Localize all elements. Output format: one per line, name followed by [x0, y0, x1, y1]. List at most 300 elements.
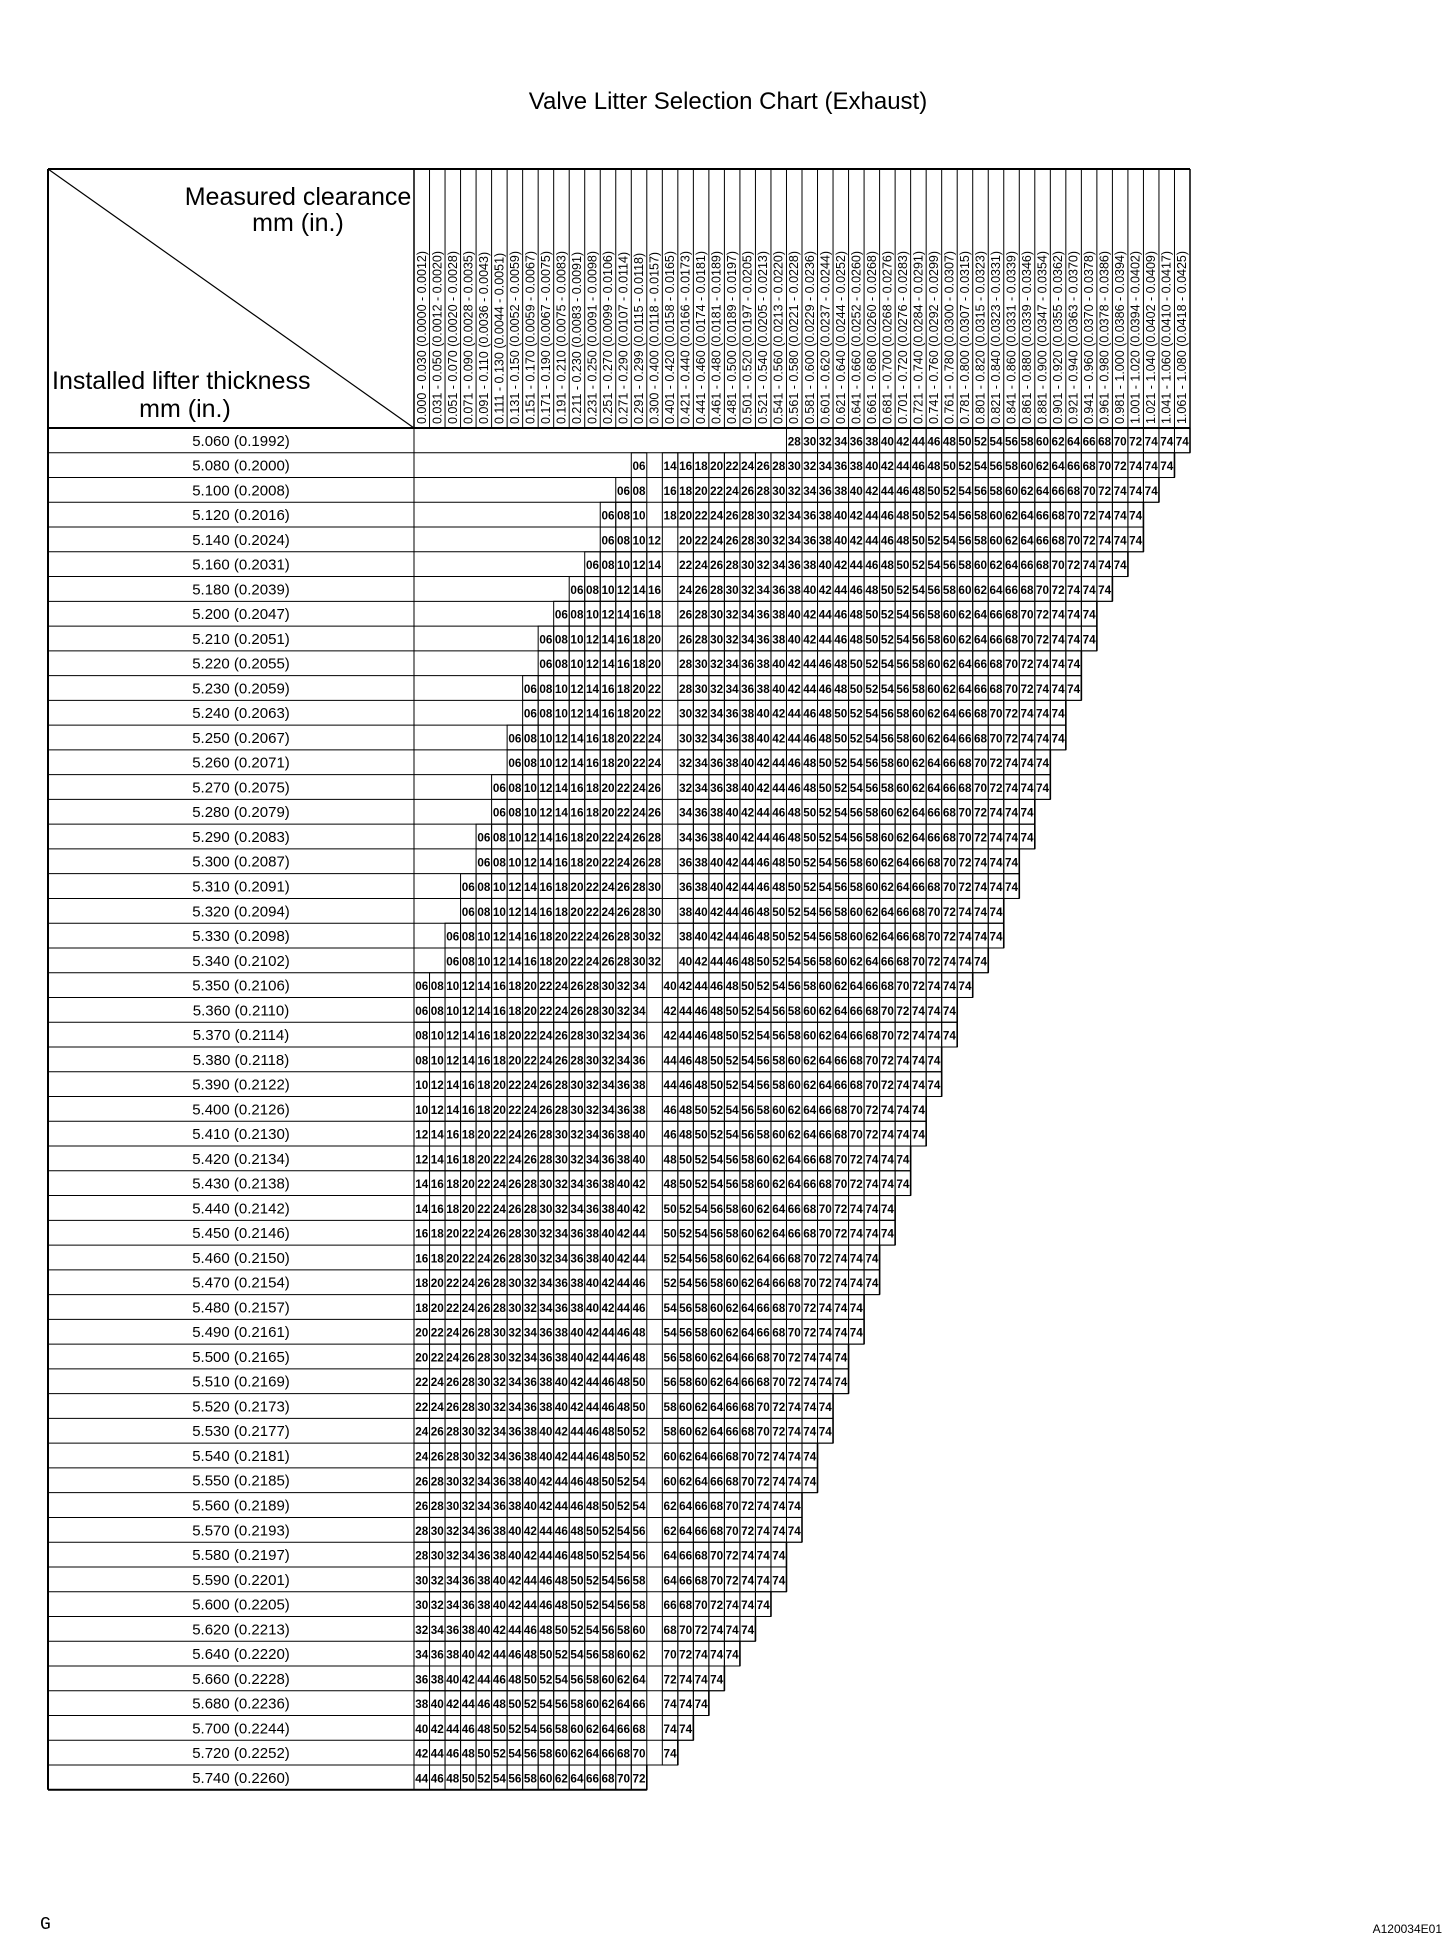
value-label: 28 — [446, 1426, 460, 1439]
value-label: 18 — [663, 510, 678, 523]
value-label: 44 — [446, 1723, 460, 1736]
value-label: 16 — [492, 1005, 506, 1018]
value-label: 10 — [492, 906, 506, 919]
value-label: 68 — [1005, 609, 1019, 622]
value-label: 42 — [570, 1377, 584, 1390]
value-label: 24 — [725, 485, 740, 498]
value-label: 46 — [756, 882, 770, 895]
value-label: 14 — [601, 634, 616, 647]
value-label: 28 — [632, 906, 647, 919]
value-label: 60 — [601, 1674, 615, 1687]
value-label: 12 — [632, 560, 646, 573]
value-label: 60 — [756, 1179, 770, 1192]
value-label: 42 — [554, 1451, 568, 1464]
value-label: 56 — [585, 1649, 599, 1662]
value-label: 40 — [632, 1129, 646, 1142]
value-label: 56 — [896, 659, 910, 672]
value-label: 50 — [741, 981, 755, 994]
value-label: 36 — [710, 758, 724, 771]
value-label: 68 — [989, 659, 1004, 672]
value-label: 70 — [1082, 485, 1096, 498]
value-label: 46 — [461, 1723, 475, 1736]
value-label: 24 — [632, 782, 647, 795]
column-header: 0.581 - 0.600 (0.0229 - 0.0236) — [802, 250, 817, 424]
value-label: 44 — [880, 485, 895, 498]
value-label: 38 — [772, 609, 786, 622]
value-label: 18 — [446, 1203, 460, 1216]
value-label: 74 — [741, 1600, 755, 1613]
value-label: 66 — [772, 1278, 786, 1291]
value-label: 38 — [787, 584, 802, 597]
row-label: 5.200 (0.2047) — [192, 606, 290, 624]
value-label: 70 — [756, 1401, 770, 1414]
value-label: 56 — [679, 1302, 693, 1315]
value-label: 42 — [430, 1723, 444, 1736]
value-label: 26 — [461, 1352, 475, 1365]
value-label: 08 — [430, 981, 445, 994]
value-label: 20 — [617, 733, 631, 746]
value-label: 68 — [601, 1773, 616, 1786]
value-label: 74 — [927, 981, 942, 994]
value-label: 40 — [741, 758, 755, 771]
value-label: 36 — [803, 510, 817, 523]
value-label: 38 — [741, 733, 755, 746]
value-label: 26 — [725, 510, 739, 523]
value-label: 58 — [772, 1055, 786, 1068]
value-label: 74 — [1129, 535, 1143, 548]
value-label: 70 — [1098, 461, 1112, 474]
value-label: 36 — [741, 683, 755, 696]
value-label: 62 — [803, 1080, 817, 1093]
row-label: 5.460 (0.2150) — [192, 1249, 290, 1267]
value-label: 26 — [523, 1129, 537, 1142]
value-label: 34 — [756, 584, 771, 597]
value-label: 58 — [989, 485, 1004, 498]
value-label: 12 — [446, 1030, 460, 1043]
value-label: 58 — [725, 1228, 740, 1241]
value-label: 70 — [725, 1501, 739, 1514]
value-label: 64 — [896, 857, 910, 870]
value-label: 44 — [539, 1550, 554, 1563]
value-label: 64 — [570, 1773, 585, 1786]
value-label: 42 — [803, 634, 817, 647]
value-label: 66 — [663, 1600, 677, 1613]
value-label: 54 — [523, 1723, 538, 1736]
value-label: 14 — [461, 1055, 476, 1068]
value-label: 36 — [585, 1179, 599, 1192]
value-label: 38 — [694, 882, 709, 895]
value-label: 62 — [1005, 510, 1019, 523]
value-label: 68 — [818, 1154, 833, 1167]
value-label: 66 — [585, 1773, 599, 1786]
row-label: 5.100 (0.2008) — [192, 482, 290, 500]
value-label: 68 — [679, 1600, 693, 1613]
value-label: 66 — [880, 956, 894, 969]
value-label: 56 — [523, 1748, 537, 1761]
value-label: 74 — [1067, 609, 1081, 622]
value-label: 20 — [570, 906, 584, 919]
value-label: 12 — [648, 535, 662, 548]
value-label: 74 — [880, 1129, 895, 1142]
value-label: 54 — [958, 485, 973, 498]
value-label: 20 — [492, 1104, 506, 1117]
value-label: 58 — [601, 1649, 616, 1662]
value-label: 26 — [756, 461, 770, 474]
value-label: 28 — [648, 832, 662, 845]
value-label: 30 — [772, 485, 786, 498]
value-label: 56 — [710, 1228, 724, 1241]
value-label: 48 — [772, 882, 786, 895]
value-label: 74 — [973, 906, 988, 919]
value-label: 74 — [1098, 510, 1112, 523]
value-label: 74 — [803, 1451, 817, 1464]
value-label: 60 — [1005, 485, 1019, 498]
value-label: 74 — [772, 1501, 786, 1514]
value-label: 34 — [539, 1278, 554, 1291]
value-label: 26 — [446, 1377, 460, 1390]
value-label: 24 — [461, 1302, 476, 1315]
value-label: 22 — [648, 708, 662, 721]
value-label: 18 — [430, 1253, 445, 1266]
value-label: 26 — [570, 1005, 584, 1018]
value-label: 40 — [554, 1377, 568, 1390]
value-label: 38 — [554, 1352, 569, 1365]
value-label: 64 — [973, 609, 988, 622]
value-label: 60 — [772, 1129, 786, 1142]
value-label: 38 — [570, 1278, 585, 1291]
value-label: 24 — [461, 1278, 476, 1291]
value-label: 74 — [834, 1278, 848, 1291]
value-label: 54 — [632, 1501, 647, 1514]
value-label: 38 — [523, 1426, 538, 1439]
value-label: 50 — [632, 1377, 646, 1390]
value-label: 58 — [927, 634, 942, 647]
value-label: 42 — [725, 882, 739, 895]
value-label: 16 — [430, 1179, 444, 1192]
value-label: 16 — [648, 584, 662, 597]
value-label: 44 — [601, 1352, 616, 1365]
column-header: 0.291 - 0.299 (0.0115 - 0.0118) — [632, 252, 647, 424]
value-label: 28 — [523, 1203, 538, 1216]
row-label: 5.570 (0.2193) — [192, 1522, 290, 1540]
value-label: 30 — [710, 609, 724, 622]
value-label: 66 — [865, 981, 879, 994]
value-label: 54 — [554, 1674, 569, 1687]
value-label: 74 — [1098, 560, 1112, 573]
value-label: 32 — [554, 1203, 568, 1216]
value-label: 50 — [663, 1203, 677, 1216]
value-label: 70 — [803, 1253, 817, 1266]
value-label: 20 — [570, 882, 584, 895]
value-label: 68 — [741, 1401, 755, 1414]
value-label: 40 — [880, 436, 894, 449]
value-label: 10 — [508, 832, 522, 845]
value-label: 60 — [880, 807, 894, 820]
value-label: 36 — [617, 1104, 631, 1117]
value-label: 32 — [679, 782, 693, 795]
value-label: 14 — [601, 659, 616, 672]
value-label: 70 — [663, 1649, 677, 1662]
value-label: 30 — [787, 461, 801, 474]
value-label: 58 — [523, 1773, 538, 1786]
value-label: 12 — [430, 1080, 444, 1093]
value-label: 62 — [725, 1327, 739, 1340]
value-label: 58 — [1020, 436, 1035, 449]
column-header: 0.541 - 0.560 (0.0213 - 0.0220) — [771, 250, 786, 424]
value-label: 74 — [911, 1055, 926, 1068]
value-label: 50 — [803, 832, 817, 845]
value-label: 28 — [492, 1302, 507, 1315]
value-label: 06 — [523, 708, 537, 721]
value-label: 34 — [710, 733, 724, 746]
value-label: 10 — [539, 758, 553, 771]
value-label: 70 — [787, 1327, 801, 1340]
value-label: 20 — [585, 832, 599, 845]
row-label: 5.140 (0.2024) — [192, 531, 290, 549]
value-label: 08 — [523, 733, 538, 746]
value-label: 74 — [1067, 634, 1081, 647]
value-label: 66 — [1067, 461, 1081, 474]
value-label: 38 — [772, 634, 786, 647]
value-label: 72 — [849, 1179, 863, 1192]
value-label: 54 — [741, 1055, 755, 1068]
value-label: 50 — [772, 906, 786, 919]
value-label: 44 — [741, 857, 755, 870]
value-label: 74 — [756, 1600, 771, 1613]
value-label: 08 — [585, 584, 600, 597]
value-label: 68 — [849, 1080, 864, 1093]
value-label: 70 — [942, 882, 956, 895]
value-label: 74 — [989, 857, 1004, 870]
value-label: 72 — [1020, 683, 1034, 696]
value-label: 74 — [1160, 461, 1174, 474]
value-label: 40 — [446, 1674, 460, 1687]
value-label: 74 — [663, 1699, 678, 1712]
value-label: 42 — [694, 956, 708, 969]
value-label: 58 — [617, 1624, 631, 1637]
value-label: 66 — [942, 782, 956, 795]
value-label: 68 — [1051, 535, 1066, 548]
value-label: 46 — [570, 1501, 584, 1514]
value-label: 70 — [725, 1525, 739, 1538]
value-label: 74 — [1160, 436, 1174, 449]
value-label: 54 — [772, 981, 786, 994]
value-label: 54 — [632, 1476, 647, 1489]
value-label: 24 — [539, 1055, 554, 1068]
value-label: 44 — [772, 782, 786, 795]
value-label: 22 — [508, 1080, 522, 1093]
value-label: 68 — [756, 1377, 771, 1390]
value-label: 30 — [601, 981, 615, 994]
value-label: 74 — [834, 1302, 848, 1315]
value-label: 46 — [585, 1426, 599, 1439]
value-label: 38 — [601, 1179, 616, 1192]
value-label: 10 — [554, 708, 568, 721]
value-label: 48 — [446, 1773, 460, 1786]
value-label: 60 — [1020, 461, 1034, 474]
value-label: 74 — [1020, 708, 1035, 721]
value-label: 74 — [772, 1550, 786, 1563]
column-header: 0.231 - 0.250 (0.0091 - 0.0098) — [585, 250, 600, 424]
value-label: 30 — [803, 436, 817, 449]
row-header-title-line2: mm (in.) — [139, 395, 231, 423]
value-label: 34 — [694, 758, 709, 771]
value-label: 56 — [772, 1005, 786, 1018]
value-label: 54 — [787, 956, 802, 969]
value-label: 48 — [617, 1401, 631, 1414]
value-label: 58 — [849, 857, 864, 870]
column-header: 0.621 - 0.640 (0.0244 - 0.0252) — [833, 250, 848, 424]
value-label: 06 — [539, 634, 553, 647]
value-label: 20 — [679, 510, 693, 523]
column-header: 0.781 - 0.800 (0.0307 - 0.0315) — [957, 250, 972, 424]
value-label: 62 — [865, 931, 879, 944]
row-label: 5.230 (0.2059) — [192, 680, 290, 698]
value-label: 50 — [803, 807, 817, 820]
value-label: 36 — [710, 782, 724, 795]
value-label: 48 — [477, 1723, 491, 1736]
value-label: 20 — [585, 857, 599, 870]
value-label: 66 — [927, 807, 941, 820]
value-label: 36 — [679, 882, 693, 895]
value-label: 44 — [570, 1451, 585, 1464]
value-label: 48 — [787, 807, 802, 820]
value-label: 72 — [803, 1327, 817, 1340]
value-label: 74 — [1020, 782, 1035, 795]
column-header: 0.881 - 0.900 (0.0347 - 0.0354) — [1035, 250, 1050, 424]
value-label: 40 — [803, 584, 817, 597]
value-label: 74 — [911, 1129, 926, 1142]
value-label: 40 — [756, 733, 770, 746]
value-label: 48 — [710, 1030, 724, 1043]
value-label: 54 — [834, 807, 848, 820]
value-label: 74 — [911, 1104, 926, 1117]
value-label: 48 — [679, 1104, 693, 1117]
value-label: 38 — [865, 436, 879, 449]
value-label: 64 — [803, 1129, 817, 1142]
row-label: 5.270 (0.2075) — [192, 779, 290, 797]
value-label: 66 — [818, 1129, 832, 1142]
row-label: 5.290 (0.2083) — [192, 828, 290, 846]
value-label: 74 — [756, 1575, 771, 1588]
value-label: 54 — [694, 1203, 709, 1216]
column-header: 0.841 - 0.860 (0.0331 - 0.0339) — [1004, 250, 1019, 424]
value-label: 66 — [679, 1575, 693, 1588]
value-label: 74 — [803, 1401, 817, 1414]
value-label: 12 — [554, 733, 568, 746]
value-label: 62 — [958, 634, 972, 647]
value-label: 32 — [477, 1451, 491, 1464]
value-label: 32 — [508, 1352, 522, 1365]
value-label: 48 — [803, 782, 817, 795]
value-label: 68 — [927, 882, 942, 895]
value-label: 46 — [477, 1699, 491, 1712]
column-header: 0.721 - 0.740 (0.0284 - 0.0291) — [911, 250, 926, 424]
value-label: 74 — [1005, 857, 1019, 870]
value-label: 30 — [632, 956, 646, 969]
value-label: 18 — [694, 461, 709, 474]
value-label: 30 — [523, 1253, 537, 1266]
value-label: 66 — [911, 882, 925, 895]
value-label: 74 — [865, 1154, 879, 1167]
value-label: 62 — [818, 1030, 832, 1043]
value-label: 68 — [834, 1129, 848, 1142]
value-label: 54 — [880, 683, 895, 696]
value-label: 56 — [508, 1773, 522, 1786]
value-label: 14 — [446, 1080, 460, 1093]
value-label: 52 — [632, 1426, 646, 1439]
value-label: 44 — [461, 1699, 476, 1712]
value-label: 30 — [648, 906, 662, 919]
value-label: 58 — [1005, 461, 1019, 474]
value-label: 38 — [632, 1104, 647, 1117]
chart-title: Valve Litter Selection Chart (Exhaust) — [528, 88, 928, 115]
column-header: 0.051 - 0.070 (0.0020 - 0.0028) — [445, 250, 460, 424]
value-label: 16 — [663, 485, 677, 498]
value-label: 32 — [523, 1302, 537, 1315]
value-label: 24 — [601, 906, 616, 919]
value-label: 38 — [585, 1228, 600, 1241]
value-label: 64 — [772, 1228, 786, 1241]
value-label: 66 — [942, 758, 956, 771]
value-label: 44 — [632, 1253, 647, 1266]
value-label: 64 — [787, 1179, 802, 1192]
value-label: 32 — [756, 560, 770, 573]
value-label: 30 — [601, 1005, 615, 1018]
value-label: 74 — [725, 1649, 740, 1662]
value-label: 74 — [942, 1005, 957, 1018]
column-header: 0.601 - 0.620 (0.0237 - 0.0244) — [818, 250, 833, 424]
value-label: 56 — [880, 733, 894, 746]
value-label: 72 — [865, 1104, 879, 1117]
value-label: 42 — [849, 510, 863, 523]
value-label: 12 — [415, 1129, 429, 1142]
value-label: 72 — [834, 1228, 848, 1241]
value-label: 68 — [911, 906, 926, 919]
value-label: 12 — [539, 807, 553, 820]
value-label: 68 — [1036, 560, 1050, 573]
value-label: 32 — [415, 1624, 429, 1637]
row-label: 5.510 (0.2169) — [192, 1373, 290, 1391]
value-label: 56 — [958, 535, 972, 548]
value-label: 68 — [772, 1327, 786, 1340]
value-label: 66 — [1036, 510, 1050, 523]
value-label: 34 — [725, 659, 740, 672]
value-label: 70 — [927, 906, 941, 919]
value-label: 20 — [508, 1055, 522, 1068]
value-label: 54 — [927, 560, 942, 573]
value-label: 44 — [523, 1575, 538, 1588]
value-label: 24 — [430, 1401, 445, 1414]
value-label: 20 — [523, 981, 537, 994]
value-label: 48 — [818, 708, 833, 721]
value-label: 20 — [446, 1228, 460, 1241]
value-label: 52 — [942, 485, 956, 498]
value-label: 60 — [725, 1278, 739, 1291]
value-label: 52 — [663, 1278, 677, 1291]
value-label: 16 — [492, 981, 506, 994]
value-label: 74 — [679, 1699, 693, 1712]
value-label: 68 — [973, 733, 988, 746]
value-label: 26 — [430, 1451, 444, 1464]
value-label: 48 — [756, 931, 771, 944]
value-label: 34 — [461, 1550, 476, 1563]
value-label: 38 — [756, 683, 771, 696]
value-label: 60 — [617, 1649, 631, 1662]
value-label: 68 — [617, 1748, 631, 1761]
value-label: 30 — [477, 1377, 491, 1390]
value-label: 20 — [415, 1352, 429, 1365]
